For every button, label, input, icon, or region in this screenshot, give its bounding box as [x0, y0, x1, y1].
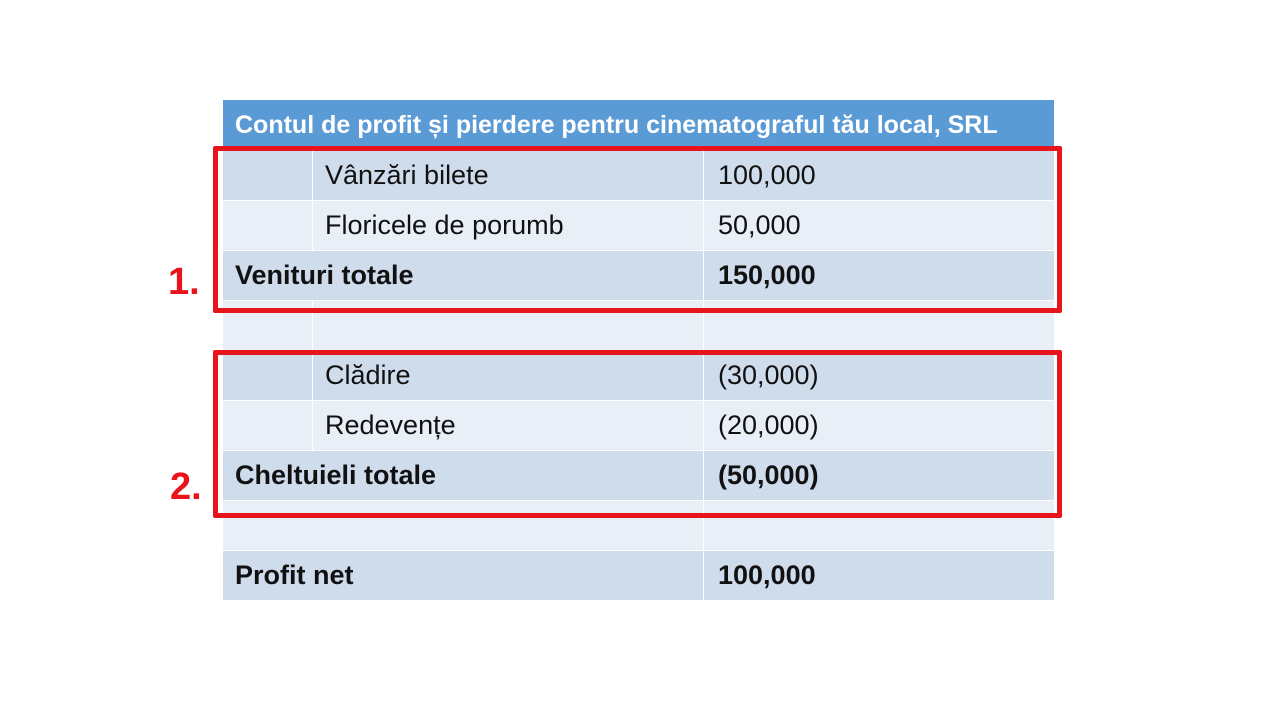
- row-label: Profit net: [223, 551, 704, 600]
- row-label: Venituri totale: [223, 251, 704, 300]
- row-value: 100,000: [718, 560, 816, 590]
- highlight-box-revenue: [213, 146, 1062, 313]
- row-value: 50,000: [718, 210, 801, 240]
- marker-1: 1.: [168, 261, 200, 303]
- highlight-box-expenses: [213, 350, 1062, 518]
- marker-2: 2.: [170, 466, 202, 508]
- row-label: Redevențe: [313, 401, 704, 450]
- row-label: Floricele de porumb: [313, 201, 704, 250]
- row-label: Cheltuieli totale: [223, 451, 704, 500]
- row-value: 100,000: [718, 160, 816, 190]
- row-value: (50,000): [718, 460, 819, 490]
- row-label: Clădire: [313, 351, 704, 400]
- row-label: Vânzări bilete: [313, 151, 704, 200]
- table-row-net-profit: [223, 550, 1054, 600]
- table-title: Contul de profit și pierdere pentru cinematograful tău local, SRL: [223, 100, 1054, 150]
- row-value: (20,000): [718, 410, 819, 440]
- row-value: (30,000): [718, 360, 819, 390]
- row-value: 150,000: [718, 260, 816, 290]
